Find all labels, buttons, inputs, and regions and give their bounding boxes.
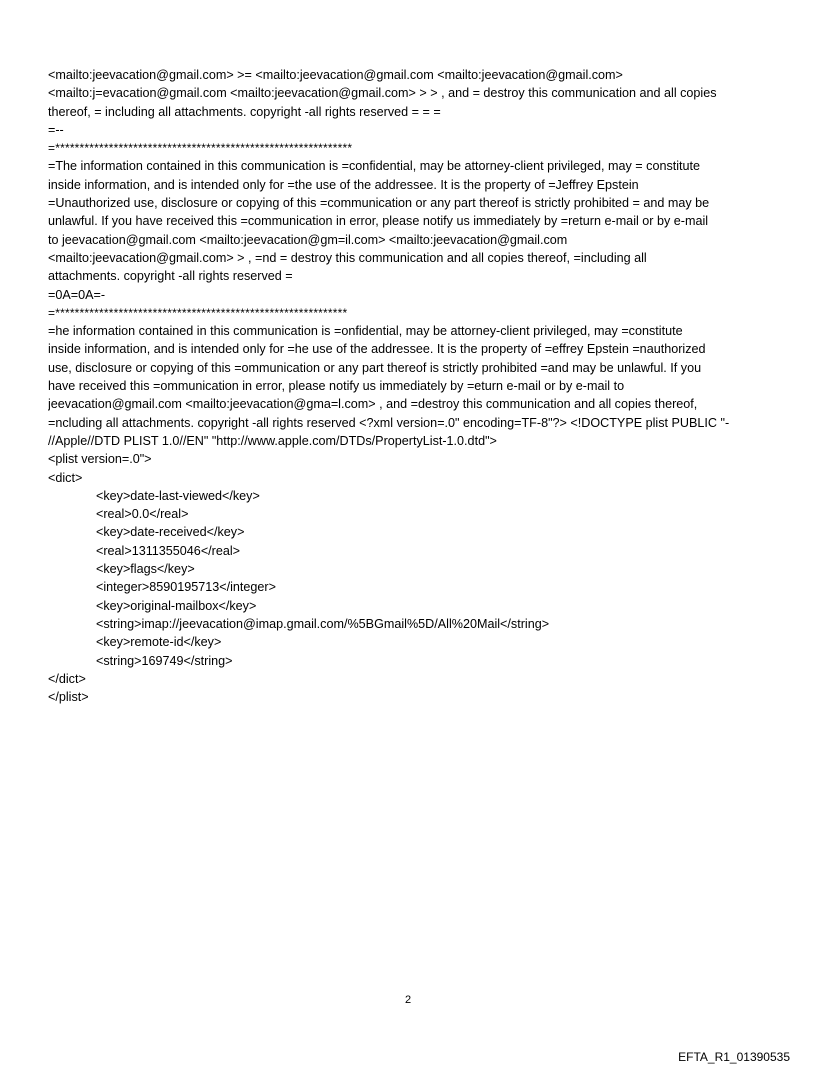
text-line: inside information, and is intended only for =he use of the addressee. It is the property of =effrey Epstein =nauthorized: [48, 342, 706, 357]
plist-entry: <key>remote-id</key>: [96, 635, 222, 650]
text-line: =he information contained in this communication is =onfidential, may be attorney-client privileged, may =constitute: [48, 324, 683, 339]
text-line: to jeevacation@gmail.com <mailto:jeevacation@gm=il.com> <mailto:jeevacation@gmail.com: [48, 232, 568, 247]
plist-entry: <real>1311355046</real>: [96, 543, 241, 558]
document-body: [48, 66, 778, 706]
plist-entry: <string>imap://jeevacation@imap.gmail.com/%5BGmail%5D/All%20Mail</string>: [96, 616, 550, 631]
text-line: unlawful. If you have received this =communication in error, please notify us immediately by =return e-mail or by e-mail: [48, 214, 709, 229]
text-line: =Unauthorized use, disclosure or copying of this =communication or any part thereof is strictly prohibited = and may be: [48, 196, 710, 211]
text-line: use, disclosure or copying of this =ommunication or any part thereof is strictly prohibited =and may be unlawful. If you: [48, 360, 702, 375]
plist-entry: <integer>8590195713</integer>: [96, 580, 276, 595]
document-id: EFTA_R1_01390535: [678, 1050, 790, 1064]
text-line: //Apple//DTD PLIST 1.0//EN" "http://www.apple.com/DTDs/PropertyList-1.0.dtd">: [48, 433, 497, 448]
plist-entry: <key>flags</key>: [96, 562, 195, 577]
plist-entry: <key>date-last-viewed</key>: [96, 488, 260, 503]
plist-open-tag: <plist version=.0">: [48, 452, 152, 467]
plist-entry: <key>original-mailbox</key>: [96, 598, 257, 613]
text-line: =ncluding all attachments. copyright -all rights reserved <?xml version=.0" encoding=TF-8"?> <!DOCTYPE plist PUBLIC "-: [48, 415, 730, 430]
text-line: <mailto:jeevacation@gmail.com> > , =nd = destroy this communication and all copies thereof, =including all: [48, 250, 647, 265]
text-line: jeevacation@gmail.com <mailto:jeevacation@gma=l.com> , and =destroy this communication and all copies thereof,: [48, 397, 698, 412]
separator-line: =*************************************************************: [48, 141, 353, 156]
text-line: attachments. copyright -all rights reserved =: [48, 269, 293, 284]
text-line: thereof, = including all attachments. copyright -all rights reserved = = =: [48, 104, 441, 119]
text-line: =The information contained in this communication is =confidential, may be attorney-client privileged, may = constitute: [48, 159, 701, 174]
plist-entry: <string>169749</string>: [96, 653, 233, 668]
dict-open-tag: <dict>: [48, 470, 83, 485]
plist-entry: <key>date-received</key>: [96, 525, 245, 540]
separator-line: =************************************************************: [48, 305, 348, 320]
dict-close-tag: </dict>: [48, 671, 86, 686]
text-line: inside information, and is intended only for =the use of the addressee. It is the property of =Jeffrey Epstein: [48, 177, 639, 192]
plist-close-tag: </plist>: [48, 690, 89, 705]
text-line: have received this =ommunication in error, please notify us immediately by =eturn e-mail or by e-mail to: [48, 379, 625, 394]
text-line: =0A=0A=-: [48, 287, 106, 302]
plist-entry: <real>0.0</real>: [96, 507, 189, 522]
text-line: <mailto:j=evacation@gmail.com <mailto:jeevacation@gmail.com> > > , and = destroy this communication and all copies: [48, 86, 717, 101]
page-number: 2: [404, 994, 412, 1006]
text-line: =--: [48, 122, 64, 137]
text-line: <mailto:jeevacation@gmail.com> >= <mailto:jeevacation@gmail.com <mailto:jeevacation@gmail.com>: [48, 68, 623, 82]
